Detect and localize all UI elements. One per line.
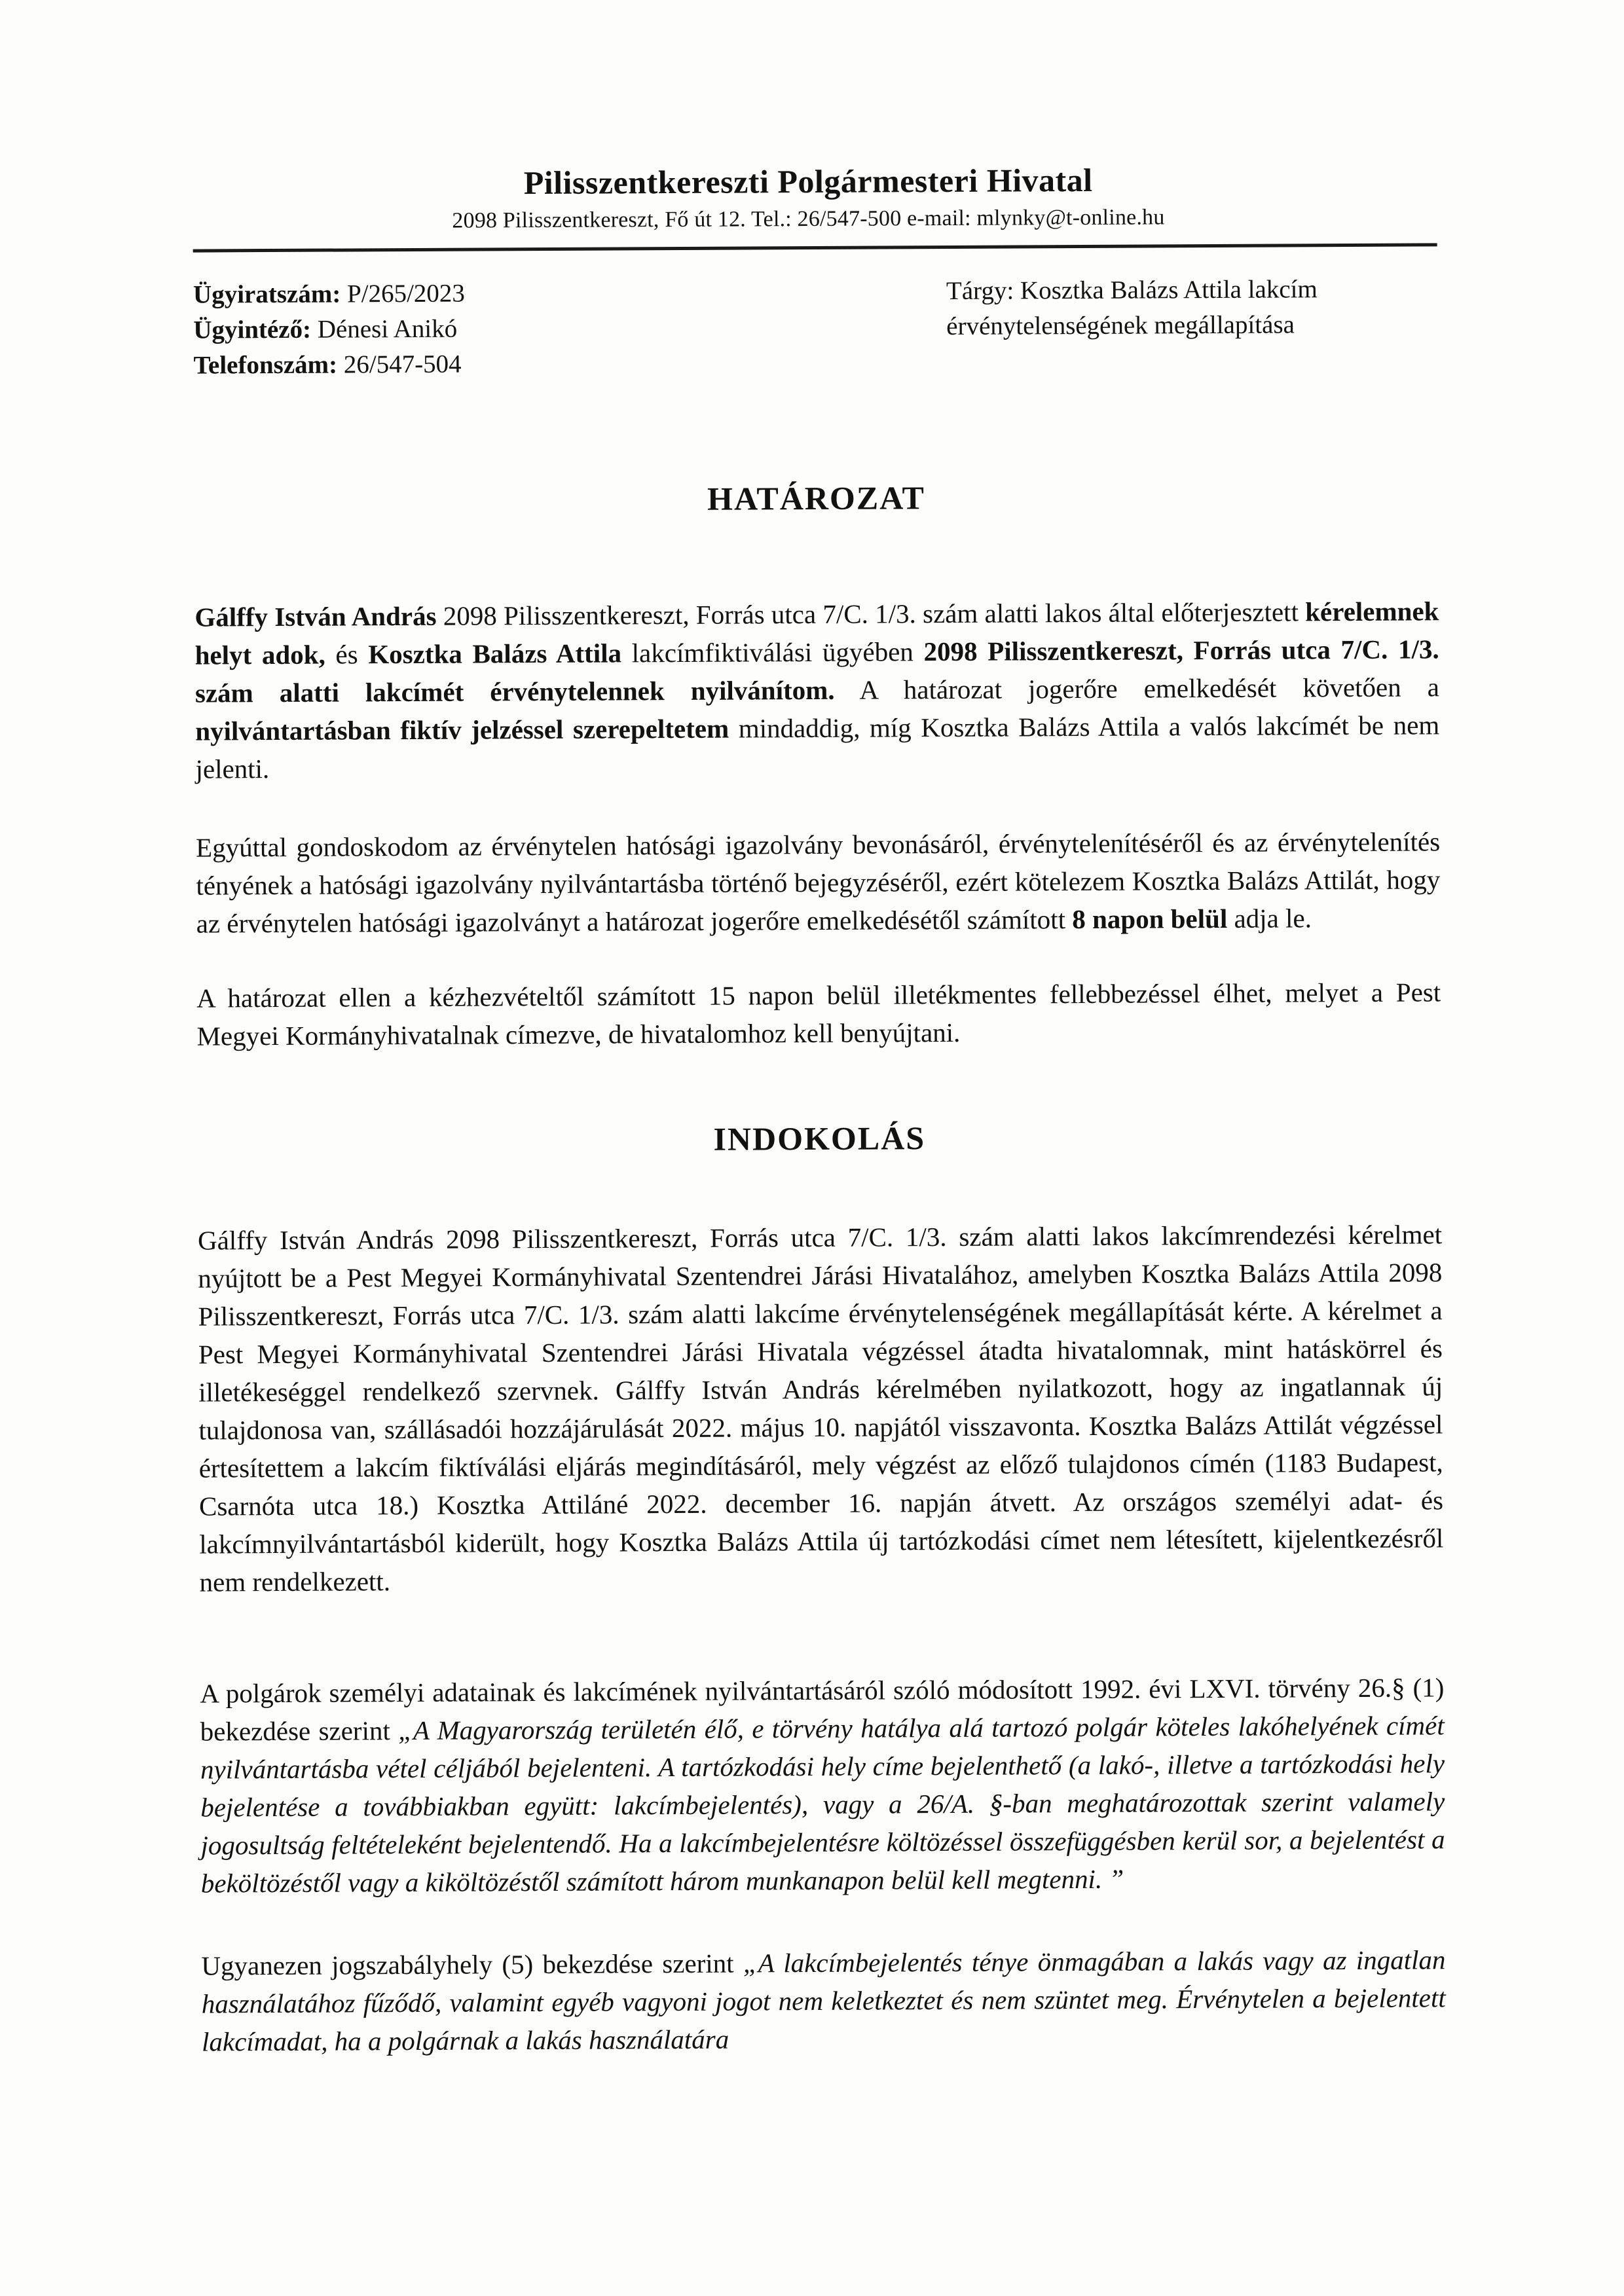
case-number-line xyxy=(193,276,465,313)
text-run: adja le. xyxy=(1227,903,1312,934)
text-run: mindaddig, míg Kosztka Balázs Attila a valós lakcímét be nem jelenti. xyxy=(195,710,1440,784)
phone-label: Telefonszám: xyxy=(193,350,338,380)
text-run: A határozat jogerőre emelkedését követően a xyxy=(834,672,1440,705)
text-run-bold: nyilvántartásban fiktív jelzéssel szerepeltetem xyxy=(195,713,729,746)
officer-label: Ügyintéző: xyxy=(193,315,312,344)
officer-value: Dénesi Anikó xyxy=(317,314,458,344)
office-title: Pilisszentkereszti Polgármesteri Hivatal xyxy=(523,161,1093,202)
letterhead xyxy=(0,0,1621,237)
justification-heading: INDOKOLÁS xyxy=(713,1120,926,1157)
text-run-italic: „A lakcímbejelentés ténye önmagában a lakás vagy az ingatlan használatához fűződő, valamint egyéb vagyoni jogot nem keletkeztet és nem szüntet meg. Érvénytelen a bejelentett lakcímadat, ha a polgárnak a lakás használatára xyxy=(201,1944,1446,2057)
decision-heading: HATÁROZAT xyxy=(707,479,926,517)
case-meta xyxy=(193,271,1438,383)
header-divider xyxy=(193,243,1437,252)
text-run-bold: Gálffy István András xyxy=(194,600,443,632)
case-meta-left xyxy=(193,276,466,384)
subject-value: Kosztka Balázs Attila lakcím érvénytelenségének megállapítása xyxy=(946,275,1318,340)
subject-block xyxy=(946,271,1438,344)
office-address-line: 2098 Pilisszentkereszt, Fő út 12. Tel.: 26/547-500 e-mail: mlynky@t-online.hu xyxy=(452,205,1165,233)
text-run: Ugyanezen jogszabályhely (5) bekezdése szerint xyxy=(201,1948,744,1981)
justification-paragraph-3 xyxy=(201,1941,1446,2060)
subject-label: Tárgy: xyxy=(946,276,1014,305)
text-run: lakcímfiktiválási ügyében xyxy=(621,636,924,668)
justification-paragraph-1: Gálffy István András 2098 Pilisszentkereszt, Forrás utca 7/C. 1/3. szám alatti lakos lakcímrendezési kérelmet nyújtott be a Pest Megyei Kormányhivatal Szentendrei Járási Hivatalához, amelyben Kosztka Balázs Attila 2098 Pilisszentkereszt, Forrás utca 7/C. 1/3. szám alatti lakcíme érvénytelenségének megállapítását kérte. A kérelmet a Pest Megyei Kormányhivatal Szentendrei Járási Hivatala végzéssel átadta hivatalomnak, mint hatáskörrel és illetékeséggel rendelkező szervnek. Gálffy István András kérelmében nyilatkozott, hogy az ingatlannak új tulajdonosa van, szállásadói hozzájárulását 2022. május 10. napjától visszavonta. Kosztka Balázs Attilát végzéssel értesítettem a lakcím fiktíválási eljárás megindításáról, mely végzést az előző tulajdonos címén (1183 Budapest, Csarnóta utca 18.) Kosztka Attiláné 2022. december 16. napján átvett. Az országos személyi adat- és lakcímnyilvántartásból kiderült, hogy Kosztka Balázs Attila új tartózkodási címet nem létesített, kijelentkezésről nem rendelkezett. xyxy=(197,1219,1444,1597)
text-run-bold: Kosztka Balázs Attila xyxy=(368,638,622,670)
text-run: 2098 Pilisszentkereszt, Forrás utca 7/C. 1/3. szám alatti lakos által előterjesztett xyxy=(443,596,1306,631)
phone-value: 26/547-504 xyxy=(343,350,462,379)
text-run: Egyúttal gondoskodom az érvénytelen hatósági igazolvány bevonásáról, érvénytelenítéséről és az érvénytelenítés tényének a hatósági igazolvány nyilvántartásba történő bejegyzéséről, ezért kötelezem Kosztka Balázs Attilát, hogy az érvénytelen hatósági igazolványt a határozat jogerőre emelkedésétől számított xyxy=(196,826,1441,939)
text-run-bold: 2098 Pilisszentkereszt, Forrás utca 7/C. 1/3. szám alatti lakcímét érvénytelennek nyilvánítom. xyxy=(194,634,1439,708)
officer-line xyxy=(193,312,465,348)
decision-paragraph-2 xyxy=(196,822,1441,942)
text-run: A polgárok személyi adatainak és lakcímének nyilvántartásáról szóló módosított 1992. évi LXVI. törvény 26.§ (1) bekezdése szerint xyxy=(200,1672,1445,1747)
decision-paragraph-3: A határozat ellen a kézhezvételtől számított 15 napon belül illetékmentes fellebbezéssel élhet, melyet a Pest Megyei Kormányhivatalnak címezve, de hivatalomhoz kell benyújtani. xyxy=(196,977,1441,1051)
text-run-italic: „A Magyarország területén élő, e törvény hatálya alá tartozó polgár köteles lakóhelyének címét nyilvántartásba vétel céljából bejelenteni. A tartózkodási hely címe bejelenthető (a lakó-, illetve a tartózkodási hely bejelentése a továbbiakban együtt: lakcímbejelentés), vagy a 26/A. §-ban meghatározottak szerint valamely jogosultság feltételeként bejelentendő. Ha a lakcímbejelentésre költözéssel összefüggésben kerül sor, a bejelentést a beköltözéstől vagy a kiköltözéstől számított három munkanapon belül kell megtenni. ” xyxy=(200,1710,1445,1899)
decision-paragraph-1 xyxy=(194,592,1439,788)
case-number-label: Ügyiratszám: xyxy=(193,280,341,309)
text-run-bold: 8 napon belül xyxy=(1072,903,1228,935)
text-run-bold: kérelemnek helyt adok, xyxy=(194,596,1439,670)
justification-paragraph-2 xyxy=(200,1668,1445,1902)
phone-line xyxy=(193,347,465,384)
case-number-value: P/265/2023 xyxy=(346,279,465,308)
text-run: és xyxy=(325,639,369,670)
